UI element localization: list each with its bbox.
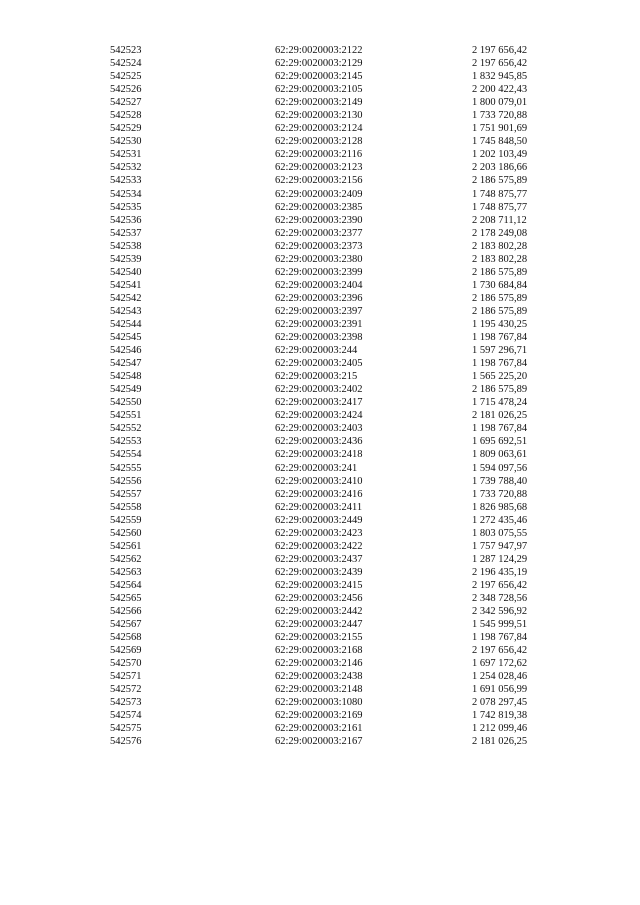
cadastral-number: 62:29:0020003:2411 (275, 501, 363, 513)
cadastral-number: 62:29:0020003:2145 (275, 71, 363, 83)
row-number: 542563 (110, 566, 142, 578)
table-row (0, 305, 640, 318)
cadastral-number: 62:29:0020003:2422 (275, 540, 363, 552)
row-number: 542556 (110, 475, 142, 487)
row-number: 542544 (110, 318, 142, 330)
row-number: 542562 (110, 553, 142, 565)
table-row (0, 696, 640, 709)
cadastral-value: 2 348 728,56 (472, 592, 528, 604)
table-row (0, 435, 640, 448)
cadastral-value: 1 742 819,38 (472, 710, 528, 722)
table-row (0, 344, 640, 357)
cadastral-number: 62:29:0020003:2129 (275, 58, 363, 70)
row-number: 542546 (110, 345, 142, 357)
row-number: 542567 (110, 619, 142, 631)
row-number: 542535 (110, 201, 142, 213)
table-row (0, 514, 640, 527)
cadastral-value: 2 200 422,43 (472, 84, 528, 96)
cadastral-number: 62:29:0020003:2438 (275, 671, 363, 683)
cadastral-number: 62:29:0020003:2377 (275, 227, 363, 239)
cadastral-number: 62:29:0020003:2373 (275, 240, 363, 252)
table-row (0, 174, 640, 187)
cadastral-number: 62:29:0020003:2442 (275, 606, 363, 618)
cadastral-value: 2 183 802,28 (472, 240, 528, 252)
cadastral-value: 2 078 297,45 (472, 697, 528, 709)
cadastral-value: 2 197 656,42 (472, 579, 528, 591)
row-number: 542558 (110, 501, 142, 513)
cadastral-number: 62:29:0020003:2403 (275, 423, 363, 435)
cadastral-value: 1 212 099,46 (472, 723, 528, 735)
row-number: 542537 (110, 227, 142, 239)
cadastral-value: 1 826 985,68 (472, 501, 528, 513)
cadastral-value: 1 198 767,84 (472, 632, 528, 644)
table-row (0, 122, 640, 135)
cadastral-value: 1 545 999,51 (472, 619, 528, 631)
cadastral-number: 62:29:0020003:2128 (275, 136, 363, 148)
cadastral-value: 1 809 063,61 (472, 449, 528, 461)
cadastral-value: 1 594 097,56 (472, 462, 528, 474)
cadastral-number: 62:29:0020003:2410 (275, 475, 363, 487)
cadastral-number: 62:29:0020003:2156 (275, 175, 363, 187)
row-number: 542549 (110, 384, 142, 396)
row-number: 542565 (110, 592, 142, 604)
row-number: 542538 (110, 240, 142, 252)
table-row (0, 709, 640, 722)
table-row (0, 735, 640, 748)
row-number: 542572 (110, 684, 142, 696)
row-number: 542532 (110, 162, 142, 174)
row-number: 542528 (110, 110, 142, 122)
row-number: 542559 (110, 514, 142, 526)
cadastral-value: 1 745 848,50 (472, 136, 528, 148)
cadastral-value: 2 181 026,25 (472, 410, 528, 422)
table-row (0, 357, 640, 370)
table-row (0, 44, 640, 57)
cadastral-value: 2 183 802,28 (472, 253, 528, 265)
cadastral-value: 2 196 435,19 (472, 566, 528, 578)
row-number: 542547 (110, 358, 142, 370)
cadastral-value: 1 751 901,69 (472, 123, 528, 135)
table-row (0, 148, 640, 161)
row-number: 542566 (110, 606, 142, 618)
cadastral-number: 62:29:0020003:2390 (275, 214, 363, 226)
row-number: 542548 (110, 371, 142, 383)
table-row (0, 553, 640, 566)
row-number: 542575 (110, 723, 142, 735)
table-row (0, 644, 640, 657)
row-number: 542542 (110, 292, 142, 304)
cadastral-value: 1 832 945,85 (472, 71, 528, 83)
table-row (0, 70, 640, 83)
row-number: 542564 (110, 579, 142, 591)
row-number: 542536 (110, 214, 142, 226)
cadastral-value: 2 186 575,89 (472, 384, 528, 396)
cadastral-value: 1 198 767,84 (472, 332, 528, 344)
cadastral-value: 2 181 026,25 (472, 736, 528, 748)
cadastral-number: 62:29:0020003:2437 (275, 553, 363, 565)
table-row (0, 527, 640, 540)
cadastral-number: 62:29:0020003:2397 (275, 305, 363, 317)
cadastral-value: 1 730 684,84 (472, 279, 528, 291)
table-row (0, 657, 640, 670)
cadastral-value: 2 186 575,89 (472, 175, 528, 187)
table-row (0, 722, 640, 735)
table-row (0, 448, 640, 461)
cadastral-number: 62:29:0020003:2399 (275, 266, 363, 278)
table-row (0, 227, 640, 240)
cadastral-value: 1 202 103,49 (472, 149, 528, 161)
cadastral-value: 1 272 435,46 (472, 514, 528, 526)
table-row (0, 109, 640, 122)
cadastral-number: 62:29:0020003:2146 (275, 658, 363, 670)
cadastral-number: 62:29:0020003:244 (275, 345, 358, 357)
row-number: 542529 (110, 123, 142, 135)
cadastral-value: 1 287 124,29 (472, 553, 528, 565)
cadastral-number: 62:29:0020003:2449 (275, 514, 363, 526)
cadastral-number: 62:29:0020003:2148 (275, 684, 363, 696)
row-number: 542543 (110, 305, 142, 317)
table-row (0, 188, 640, 201)
table-row (0, 318, 640, 331)
cadastral-number: 62:29:0020003:1080 (275, 697, 363, 709)
table-row (0, 266, 640, 279)
cadastral-value: 1 597 296,71 (472, 345, 528, 357)
cadastral-number: 62:29:0020003:2417 (275, 397, 363, 409)
cadastral-number: 62:29:0020003:2168 (275, 645, 363, 657)
cadastral-value: 2 197 656,42 (472, 45, 528, 56)
cadastral-number: 62:29:0020003:2116 (275, 149, 363, 161)
row-number: 542576 (110, 736, 142, 748)
cadastral-value: 1 757 947,97 (472, 540, 528, 552)
cadastral-value: 2 208 711,12 (472, 214, 527, 226)
table-row (0, 57, 640, 70)
cadastral-value: 1 198 767,84 (472, 423, 528, 435)
table-row (0, 83, 640, 96)
table-row (0, 409, 640, 422)
cadastral-value: 1 748 875,77 (472, 188, 528, 200)
table-row (0, 475, 640, 488)
cadastral-number: 62:29:0020003:2124 (275, 123, 363, 135)
cadastral-value: 1 739 788,40 (472, 475, 528, 487)
row-number: 542545 (110, 332, 142, 344)
cadastral-value: 2 197 656,42 (472, 58, 528, 70)
row-number: 542551 (110, 410, 142, 422)
cadastral-number: 62:29:0020003:2123 (275, 162, 363, 174)
cadastral-number: 62:29:0020003:2456 (275, 592, 363, 604)
cadastral-number: 62:29:0020003:2423 (275, 527, 363, 539)
row-number: 542527 (110, 97, 142, 109)
row-number: 542568 (110, 632, 142, 644)
row-number: 542534 (110, 188, 142, 200)
cadastral-number: 62:29:0020003:2416 (275, 488, 363, 500)
row-number: 542574 (110, 710, 142, 722)
table-row (0, 618, 640, 631)
cadastral-number: 62:29:0020003:2380 (275, 253, 363, 265)
cadastral-number: 62:29:0020003:2415 (275, 579, 363, 591)
cadastral-number: 62:29:0020003:2161 (275, 723, 363, 735)
cadastral-number: 62:29:0020003:2418 (275, 449, 363, 461)
table-row (0, 462, 640, 475)
cadastral-value-table (0, 44, 640, 749)
cadastral-value: 1 800 079,01 (472, 97, 528, 109)
cadastral-number: 62:29:0020003:2169 (275, 710, 363, 722)
cadastral-number: 62:29:0020003:2436 (275, 436, 363, 448)
cadastral-number: 62:29:0020003:2385 (275, 201, 363, 213)
cadastral-number: 62:29:0020003:2130 (275, 110, 363, 122)
cadastral-value: 1 697 172,62 (472, 658, 528, 670)
table-row (0, 279, 640, 292)
cadastral-value: 2 178 249,08 (472, 227, 528, 239)
cadastral-number: 62:29:0020003:2424 (275, 410, 363, 422)
cadastral-value: 2 342 596,92 (472, 606, 528, 618)
cadastral-value: 1 195 430,25 (472, 318, 528, 330)
cadastral-number: 62:29:0020003:215 (275, 371, 358, 383)
table-row (0, 566, 640, 579)
cadastral-value: 2 186 575,89 (472, 292, 528, 304)
row-number: 542550 (110, 397, 142, 409)
row-number: 542552 (110, 423, 142, 435)
cadastral-number: 62:29:0020003:2122 (275, 45, 363, 56)
table-row (0, 292, 640, 305)
row-number: 542524 (110, 58, 142, 70)
cadastral-value: 1 748 875,77 (472, 201, 528, 213)
table-row (0, 683, 640, 696)
cadastral-value: 1 803 075,55 (472, 527, 528, 539)
row-number: 542561 (110, 540, 142, 552)
cadastral-value: 2 197 656,42 (472, 645, 528, 657)
table-row (0, 161, 640, 174)
cadastral-number: 62:29:0020003:2391 (275, 318, 363, 330)
table-row (0, 631, 640, 644)
cadastral-number: 62:29:0020003:2402 (275, 384, 363, 396)
cadastral-number: 62:29:0020003:2398 (275, 332, 363, 344)
table-row (0, 579, 640, 592)
cadastral-number: 62:29:0020003:2447 (275, 619, 363, 631)
table-row (0, 370, 640, 383)
row-number: 542570 (110, 658, 142, 670)
row-number: 542530 (110, 136, 142, 148)
table-row (0, 214, 640, 227)
cadastral-value: 2 186 575,89 (472, 266, 528, 278)
row-number: 542573 (110, 697, 142, 709)
row-number: 542553 (110, 436, 142, 448)
cadastral-value: 1 715 478,24 (472, 397, 528, 409)
table-row (0, 540, 640, 553)
table-row (0, 592, 640, 605)
table-row (0, 422, 640, 435)
row-number: 542560 (110, 527, 142, 539)
row-number: 542526 (110, 84, 142, 96)
row-number: 542541 (110, 279, 142, 291)
cadastral-value: 1 198 767,84 (472, 358, 528, 370)
cadastral-number: 62:29:0020003:2439 (275, 566, 363, 578)
row-number: 542533 (110, 175, 142, 187)
cadastral-value: 1 695 692,51 (472, 436, 528, 448)
table-row (0, 670, 640, 683)
cadastral-number: 62:29:0020003:2149 (275, 97, 363, 109)
table-row (0, 396, 640, 409)
row-number: 542555 (110, 462, 142, 474)
table-row (0, 96, 640, 109)
table-row (0, 501, 640, 514)
table-row (0, 253, 640, 266)
row-number: 542569 (110, 645, 142, 657)
cadastral-number: 62:29:0020003:2409 (275, 188, 363, 200)
row-number: 542571 (110, 671, 142, 683)
cadastral-value: 2 186 575,89 (472, 305, 528, 317)
table-row (0, 135, 640, 148)
table-row (0, 605, 640, 618)
table-row (0, 331, 640, 344)
row-number: 542554 (110, 449, 142, 461)
cadastral-value: 1 565 225,20 (472, 371, 528, 383)
cadastral-value: 1 733 720,88 (472, 110, 528, 122)
table-row (0, 383, 640, 396)
cadastral-number: 62:29:0020003:2404 (275, 279, 363, 291)
cadastral-number: 62:29:0020003:2405 (275, 358, 363, 370)
cadastral-number: 62:29:0020003:241 (275, 462, 358, 474)
cadastral-number: 62:29:0020003:2167 (275, 736, 363, 748)
table-row (0, 240, 640, 253)
cadastral-value: 2 203 186,66 (472, 162, 528, 174)
cadastral-number: 62:29:0020003:2396 (275, 292, 363, 304)
cadastral-value: 1 254 028,46 (472, 671, 528, 683)
row-number: 542539 (110, 253, 142, 265)
row-number: 542540 (110, 266, 142, 278)
row-number: 542557 (110, 488, 142, 500)
cadastral-number: 62:29:0020003:2105 (275, 84, 363, 96)
cadastral-value: 1 691 056,99 (472, 684, 528, 696)
cadastral-number: 62:29:0020003:2155 (275, 632, 363, 644)
table-row (0, 488, 640, 501)
row-number: 542531 (110, 149, 142, 161)
row-number: 542525 (110, 71, 142, 83)
row-number: 542523 (110, 45, 142, 56)
cadastral-value: 1 733 720,88 (472, 488, 528, 500)
table-row (0, 201, 640, 214)
